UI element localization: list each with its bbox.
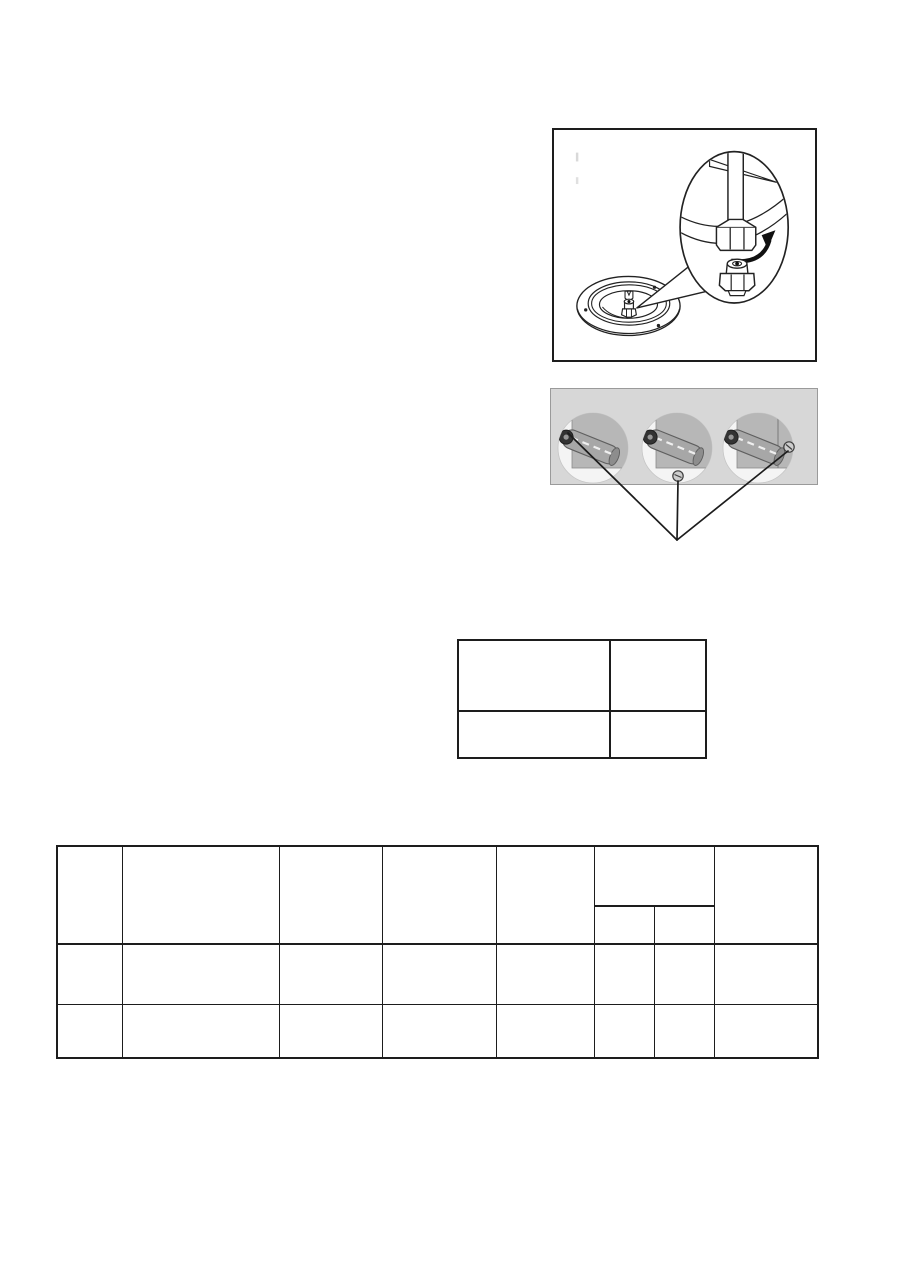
injector-replacement-figure [552, 128, 817, 362]
table-cell [594, 1004, 654, 1058]
subheader-cell [594, 906, 654, 944]
header-cell [714, 846, 818, 944]
table-cell [458, 640, 610, 711]
bypass-screws-figure [550, 388, 818, 555]
scan-artifact [576, 177, 578, 184]
header-cell [279, 846, 382, 944]
table-cell [279, 944, 382, 1004]
table-cell [382, 944, 496, 1004]
table-cell [654, 944, 714, 1004]
table-cell [57, 944, 122, 1004]
table-row [458, 640, 706, 711]
header-cell [57, 846, 122, 944]
table-cell [610, 711, 706, 758]
table-header-row [57, 846, 818, 906]
table-cell [714, 1004, 818, 1058]
hex-socket [716, 219, 755, 250]
table-row [458, 711, 706, 758]
specification-table [56, 845, 819, 1059]
table-cell [458, 711, 610, 758]
table-row [57, 1004, 818, 1058]
table-cell [122, 1004, 279, 1058]
header-cell [496, 846, 594, 944]
table-cell [382, 1004, 496, 1058]
table-cell [279, 1004, 382, 1058]
table-cell [496, 1004, 594, 1058]
header-cell [122, 846, 279, 944]
table-cell [496, 944, 594, 1004]
injector-wrench-illustration [554, 130, 815, 360]
scan-artifact [576, 153, 578, 162]
injector-on-plate [622, 299, 637, 317]
header-cell-merged [594, 846, 714, 906]
table-cell [57, 1004, 122, 1058]
table-cell [654, 1004, 714, 1058]
small-reference-table [457, 639, 707, 759]
table-cell [714, 944, 818, 1004]
subheader-cell [654, 906, 714, 944]
table-cell [594, 944, 654, 1004]
table-row [57, 944, 818, 1004]
table-cell [610, 640, 706, 711]
valve-panel-illustration [550, 388, 818, 555]
header-cell [382, 846, 496, 944]
table-cell [122, 944, 279, 1004]
